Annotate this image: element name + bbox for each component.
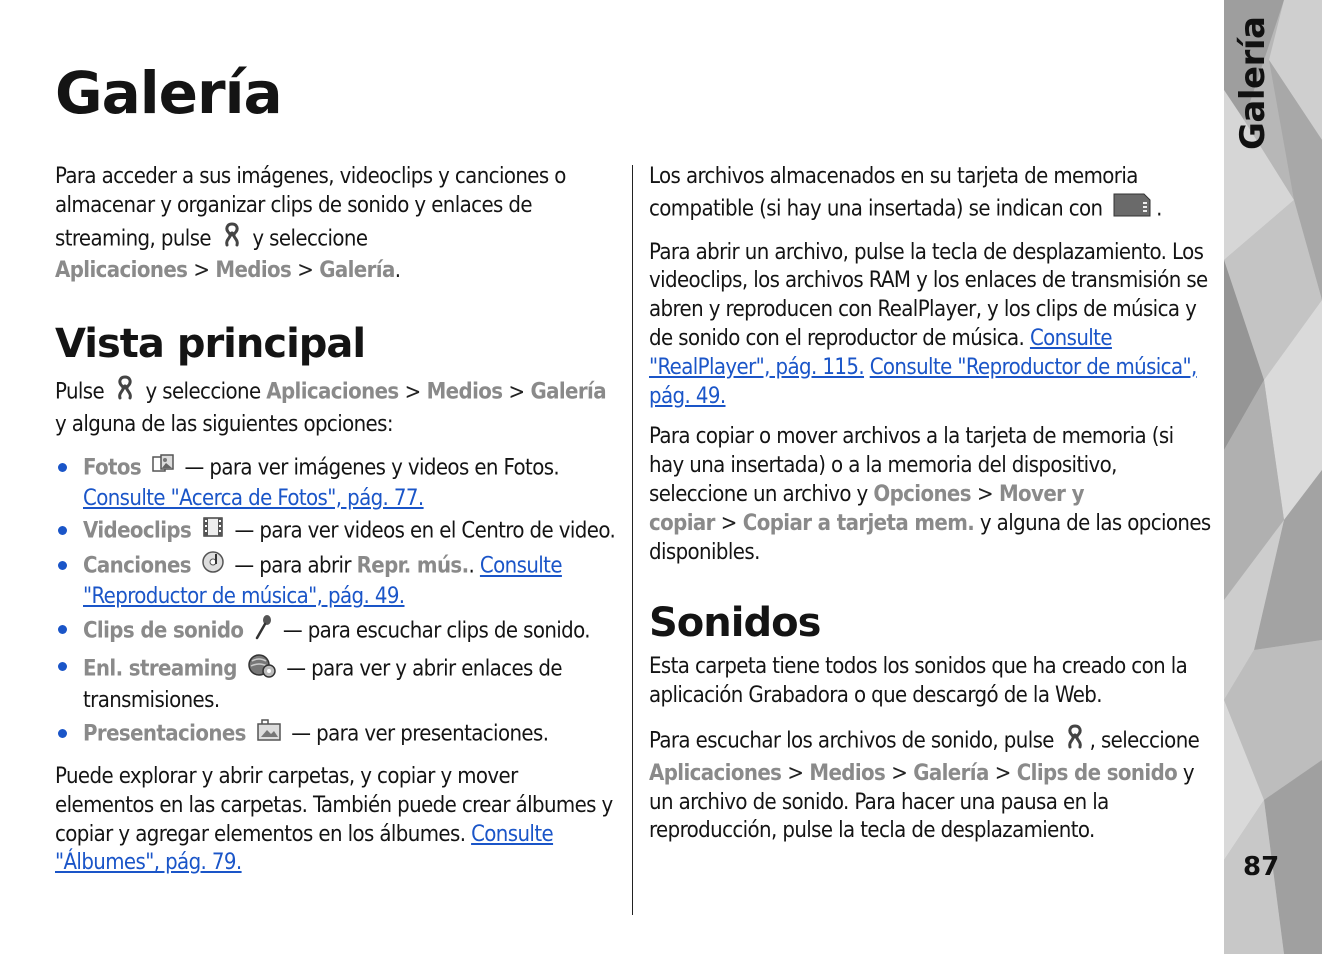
- list-item: [55, 550, 621, 612]
- option-label: Canciones: [83, 553, 191, 579]
- vista-text: y seleccione: [145, 379, 261, 405]
- intro-text: y seleccione: [252, 226, 368, 251]
- menu-path-clips-de-sonido: Clips de sonido: [1016, 760, 1178, 786]
- option-text: — para escuchar clips de sonido.: [282, 618, 590, 644]
- link-realplayer[interactable]: Consulte "RealPlayer", pág. 115.: [649, 325, 1112, 380]
- column-divider: [632, 165, 633, 915]
- menu-path-medios: Medios: [215, 258, 292, 284]
- option-label: Presentaciones: [83, 721, 246, 747]
- intro-paragraph: [55, 163, 621, 286]
- streaming-links-icon: [247, 651, 277, 688]
- right-column: [649, 163, 1213, 858]
- list-item: [55, 452, 621, 514]
- section-heading-sonidos: Sonidos: [649, 600, 821, 647]
- menu-path-aplicaciones: Aplicaciones: [266, 379, 399, 405]
- section-heading-vista-principal: Vista principal: [55, 321, 366, 368]
- left-column: [55, 163, 621, 890]
- option-text: — para abrir: [234, 553, 351, 579]
- menu-path-galeria: Galería: [913, 760, 989, 786]
- menu-path-opciones: Opciones: [873, 481, 971, 507]
- option-label: Clips de sonido: [83, 618, 244, 644]
- intro-text: .: [394, 258, 401, 284]
- vista-text: Pulse: [55, 379, 105, 405]
- list-item: [55, 651, 621, 717]
- menu-key-icon: [1064, 723, 1086, 760]
- page-number: 87: [1243, 852, 1280, 882]
- memory-card-text: .: [1156, 196, 1162, 222]
- link-albumes[interactable]: Consulte "Álbumes", pág. 79.: [55, 821, 554, 876]
- menu-path-copiar-a-tarjeta: Copiar a tarjeta mem.: [742, 510, 975, 536]
- option-text: — para ver presentaciones.: [291, 721, 549, 747]
- folders-paragraph: [55, 763, 621, 878]
- option-label: Videoclips: [83, 518, 192, 544]
- memory-card-text: Los archivos almacenados en su tarjeta de memoria compatible (si hay una insertada) se indican con: [649, 164, 1138, 222]
- menu-path-aplicaciones: Aplicaciones: [649, 760, 782, 786]
- listen-text: Para escuchar los archivos de sonido, pulse: [649, 728, 1054, 754]
- copy-move-paragraph: [649, 423, 1213, 567]
- path-separator: >: [193, 258, 210, 284]
- songs-icon: [201, 550, 225, 583]
- sound-clips-icon: [253, 614, 273, 649]
- path-separator: >: [508, 379, 525, 405]
- link-acerca-de-fotos[interactable]: Consulte "Acerca de Fotos", pág. 77.: [83, 485, 424, 511]
- open-file-paragraph: [649, 239, 1213, 412]
- intro-text: Para acceder a sus imágenes, videoclips y canciones o almacenar y organizar clips de sonido y enlaces de streaming, pulse: [55, 164, 566, 251]
- path-separator: >: [404, 379, 421, 405]
- path-separator: >: [891, 760, 908, 786]
- option-text: — para ver imágenes y videos en Fotos.: [184, 455, 560, 481]
- list-item: [55, 614, 621, 649]
- option-text: — para ver y abrir enlaces de transmisiones.: [83, 655, 562, 714]
- menu-path-medios: Medios: [809, 760, 886, 786]
- photos-icon: [151, 452, 175, 485]
- vista-text: y alguna de las siguientes opciones:: [55, 411, 393, 437]
- listen-paragraph: [649, 723, 1213, 846]
- menu-path-galeria: Galería: [319, 258, 395, 284]
- list-item: [55, 515, 621, 548]
- path-separator: >: [720, 510, 737, 536]
- option-text: — para ver videos en el Centro de video.: [234, 518, 616, 544]
- sounds-paragraph: Esta carpeta tiene todos los sonidos que ha creado con la aplicación Grabadora o que descargó de la Web.: [649, 654, 1188, 709]
- path-separator: >: [787, 760, 804, 786]
- menu-path-aplicaciones: Aplicaciones: [55, 258, 188, 284]
- path-separator: >: [297, 258, 314, 284]
- path-separator: >: [976, 481, 993, 507]
- presentations-icon: [256, 718, 282, 751]
- listen-text: , seleccione: [1089, 728, 1200, 754]
- copy-move-text: Para copiar o mover archivos a la tarjeta de memoria (si hay una insertada) o a la memoria del dispositivo, seleccione un archivo y: [649, 424, 1174, 507]
- side-tab-label: Galería: [1233, 16, 1273, 150]
- link-reproductor-de-musica[interactable]: Consulte "Reproductor de música", pág. 49.: [83, 553, 562, 609]
- path-separator: >: [994, 760, 1011, 786]
- videoclips-icon: [201, 515, 225, 548]
- menu-path-galeria: Galería: [530, 379, 606, 405]
- option-label: Fotos: [83, 455, 142, 481]
- option-text: .: [468, 553, 475, 579]
- vista-paragraph: [55, 374, 621, 440]
- memory-card-paragraph: [649, 163, 1213, 227]
- options-list: [55, 452, 621, 751]
- folders-text: Puede explorar y abrir carpetas, y copiar y mover elementos en las carpetas. También puede crear álbumes y copiar y agregar elementos en los álbumes.: [55, 763, 613, 847]
- copy-move-text: y alguna de las opciones disponibles.: [649, 510, 1211, 565]
- memory-card-icon: [1112, 192, 1152, 227]
- menu-path-medios: Medios: [426, 379, 503, 405]
- option-label: Enl. streaming: [83, 655, 237, 681]
- menu-key-icon: [114, 374, 136, 411]
- open-file-text: Para abrir un archivo, pulse la tecla de desplazamiento. Los videoclips, los archivos RAM y los enlaces de transmisión se abren y reproducen con RealPlayer, y los clips de música y de sonido con el reproductor de música.: [649, 239, 1208, 351]
- listen-text: y un archivo de sonido. Para hacer una pausa en la reproducción, pulse la tecla de desplazamiento.: [649, 760, 1194, 844]
- list-item: [55, 718, 621, 751]
- menu-path-repr-mus: Repr. mús.: [356, 553, 469, 579]
- page-title: Galería: [55, 59, 282, 127]
- menu-key-icon: [221, 221, 243, 258]
- menu-path-mover-y-copiar: Mover y copiar: [649, 481, 1084, 536]
- link-reproductor-de-musica[interactable]: Consulte "Reproductor de música", pág. 49.: [649, 354, 1197, 409]
